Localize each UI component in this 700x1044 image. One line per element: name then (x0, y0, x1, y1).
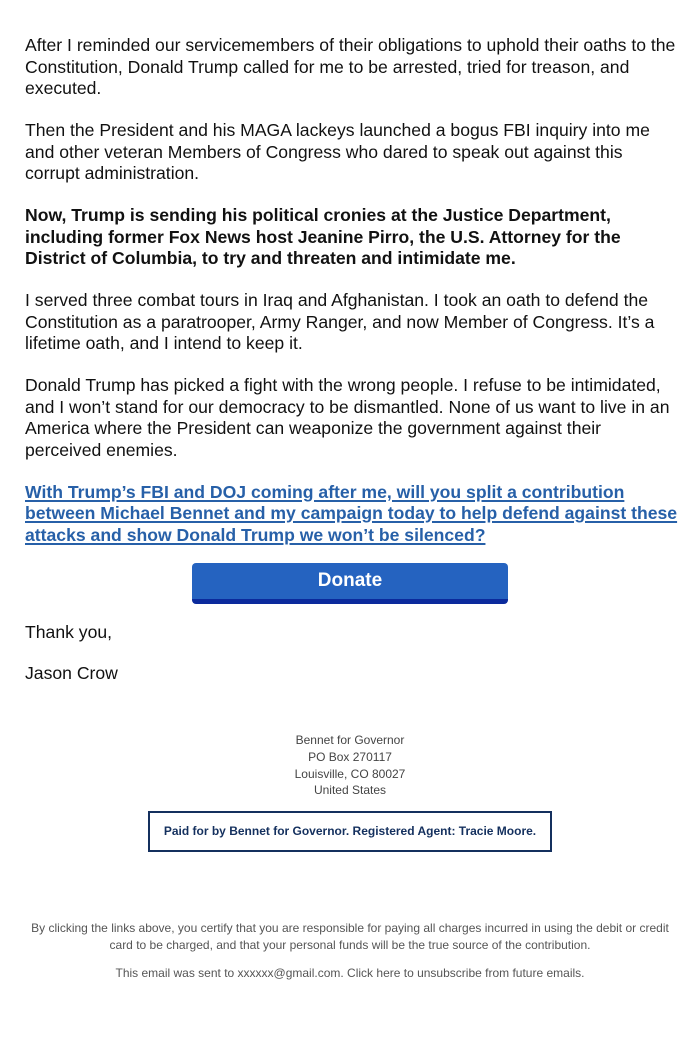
body-paragraph: After I reminded our servicemembers of their obligations to uphold their oaths to the Constitution, Donald Trump called for me to be arrested, tried for treason, and executed. (25, 35, 676, 98)
legal-disclaimer: By clicking the links above, you certify that you are responsible for paying all charges incurred in using the debit or credit card to be charged, and that your personal funds will be the true source of the contribution. (31, 921, 669, 952)
unsubscribe-notice[interactable]: This email was sent to xxxxxx@gmail.com. Click here to unsubscribe from future emails. (115, 966, 585, 980)
body-paragraph: I served three combat tours in Iraq and Afghanistan. I took an oath to defend the Constitution as a paratrooper, Army Ranger, and now Member of Congress. It’s a lifetime oath, and I intend to keep it. (25, 290, 655, 353)
address-po-box: PO Box 270117 (308, 749, 392, 764)
body-paragraph: Donald Trump has picked a fight with the wrong people. I refuse to be intimidated, and I won’t stand for our democracy to be dismantled. None of us want to live in an America where the President can weaponize the government against their perceived enemies. (25, 375, 670, 460)
donate-button-container (192, 563, 508, 604)
address-city: Louisville, CO 80027 (294, 766, 406, 781)
mailing-address (0, 732, 700, 799)
donate-button[interactable]: Donate (192, 563, 508, 604)
closing-text: Thank you, (25, 622, 113, 642)
body-paragraph-bold: Now, Trump is sending his political cronies at the Justice Department, including former Fox News host Jeanine Pirro, the U.S. Attorney for the District of Columbia, to try and threaten and intimidate me. (25, 205, 621, 268)
contribution-link[interactable]: With Trump’s FBI and DOJ coming after me, will you split a contribution between Michael Bennet and my campaign today to help defend against these attacks and show Donald Trump we won’t be silenced? (25, 481, 678, 545)
address-org: Bennet for Governor (295, 733, 405, 747)
body-paragraph: Then the President and his MAGA lackeys launched a bogus FBI inquiry into me and other veteran Members of Congress who dared to speak out against this corrupt administration. (25, 120, 650, 183)
address-country: United States (313, 783, 387, 798)
paid-for-disclaimer: Paid for by Bennet for Governor. Registered Agent: Tracie Moore. (148, 811, 552, 852)
email-body (25, 35, 680, 567)
cta-paragraph (25, 482, 680, 547)
signature-name: Jason Crow (25, 663, 118, 683)
